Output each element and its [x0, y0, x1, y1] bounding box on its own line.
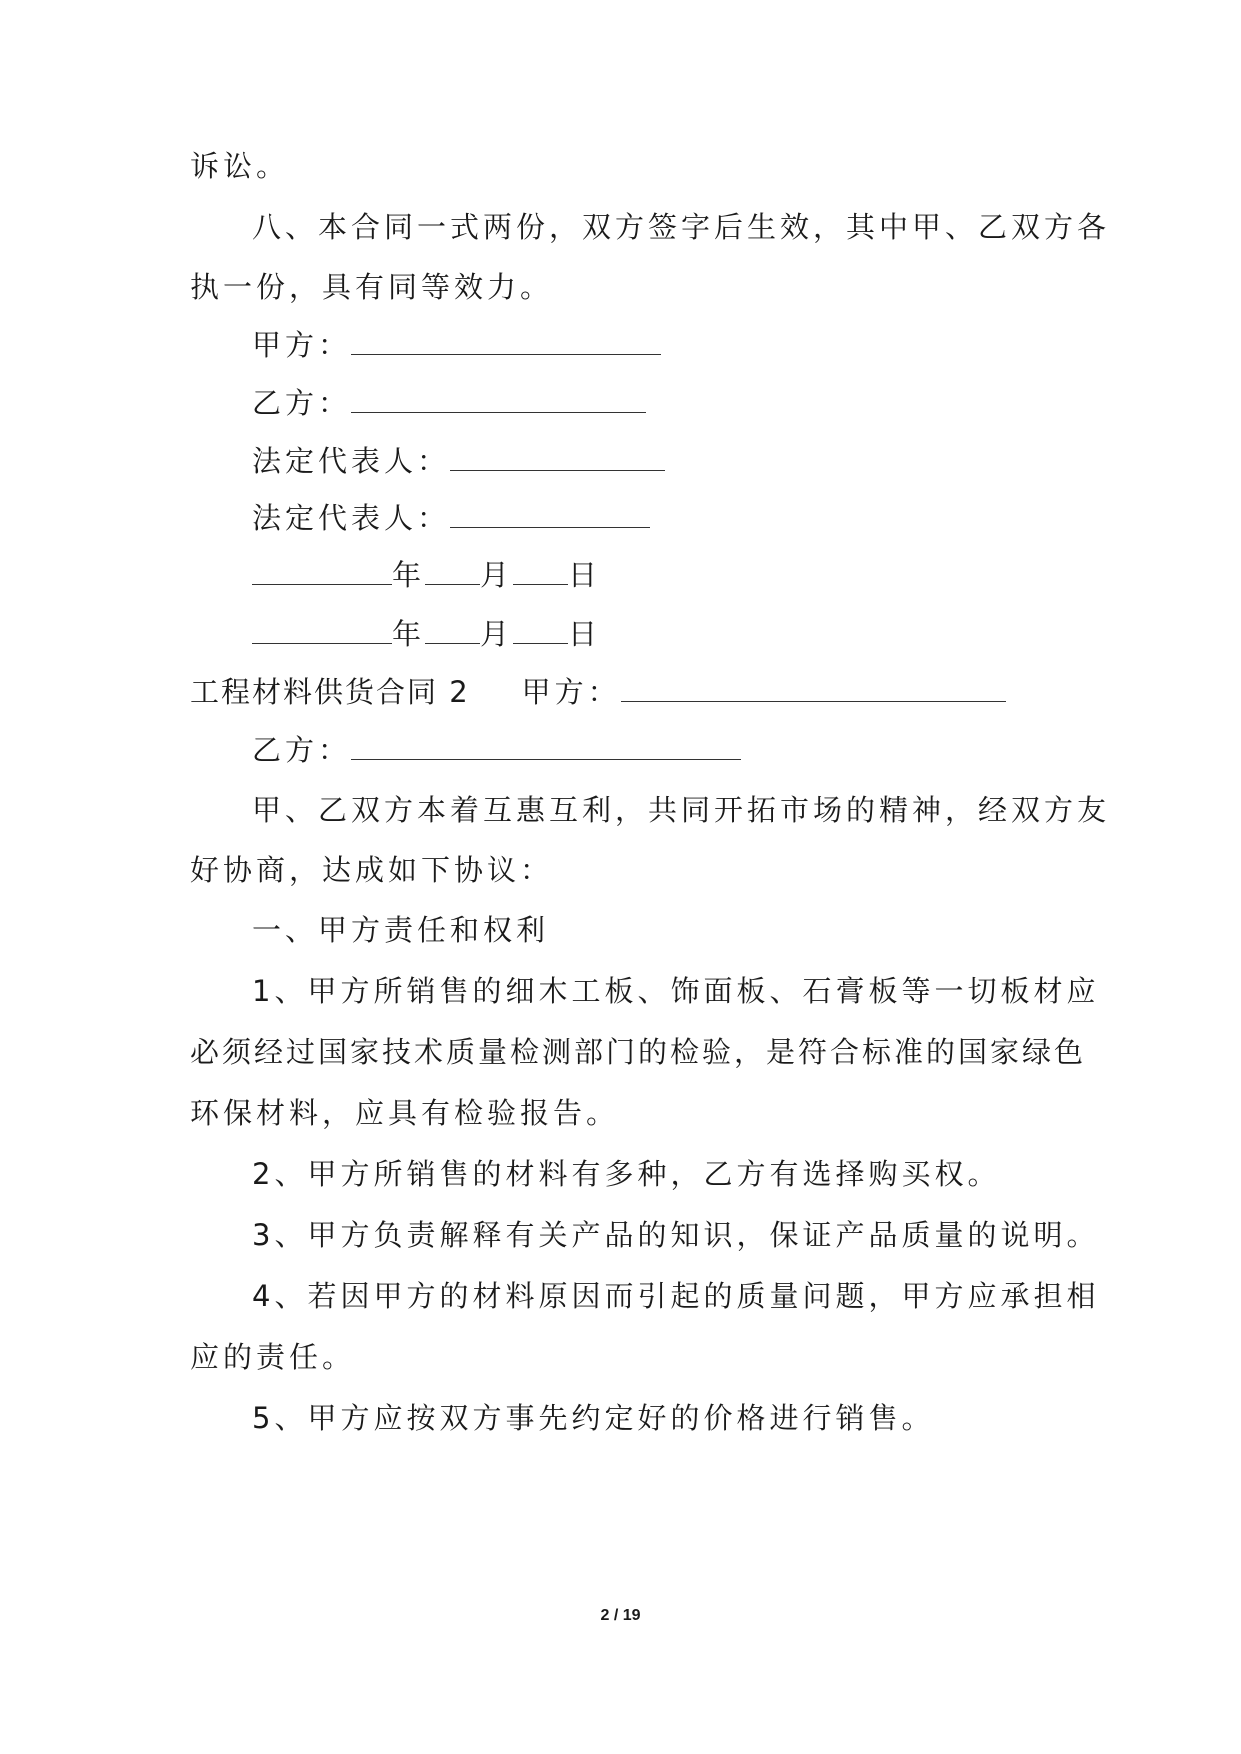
month-label: 月 — [480, 558, 514, 592]
page-number: 2 / 19 — [600, 1607, 641, 1624]
party-a-label: 甲方： — [521, 675, 621, 709]
section-heading: 一、甲方责任和权利 — [252, 913, 550, 947]
paragraph-line: 1、甲方所销售的细木工板、饰面板、石膏板等一切板材应 — [252, 974, 1100, 1008]
legal-rep-label: 法定代表人： — [252, 444, 451, 478]
month-label: 月 — [480, 617, 514, 651]
day-label: 日 — [568, 617, 602, 651]
legal-rep-line — [252, 446, 665, 476]
signature-blank — [450, 503, 650, 528]
paragraph-line: 应的责任。 — [190, 1340, 356, 1374]
party-b-label: 乙方： — [252, 733, 352, 767]
paragraph-line: 5、甲方应按双方事先约定好的价格进行销售。 — [252, 1401, 935, 1435]
day-blank — [513, 619, 568, 644]
paragraph-line: 八、本合同一式两份，双方签字后生效，其中甲、乙双方各 — [252, 210, 1111, 244]
signature-blank — [621, 677, 1006, 702]
party-b-signature-line — [252, 388, 646, 418]
legal-rep-line — [252, 503, 650, 533]
party-a-signature-line — [252, 330, 661, 360]
day-label: 日 — [568, 558, 602, 592]
party-b-signature-line — [252, 735, 741, 765]
paragraph-line: 诉讼。 — [190, 149, 290, 183]
year-blank — [252, 560, 392, 585]
day-blank — [513, 560, 568, 585]
contract-title: 工程材料供货合同 2 — [190, 675, 470, 709]
party-b-label: 乙方： — [252, 386, 352, 420]
paragraph-line: 好协商，达成如下协议： — [190, 853, 554, 887]
legal-rep-label: 法定代表人： — [252, 501, 451, 535]
paragraph-line: 甲、乙双方本着互惠互利，共同开拓市场的精神，经双方友 — [252, 793, 1111, 827]
year-blank — [252, 619, 392, 644]
year-label: 年 — [392, 558, 426, 592]
date-line — [252, 560, 601, 590]
paragraph-line: 环保材料，应具有检验报告。 — [190, 1096, 620, 1130]
contract-heading-line — [190, 677, 1006, 707]
paragraph-line: 2、甲方所销售的材料有多种，乙方有选择购买权。 — [252, 1157, 1001, 1191]
signature-blank — [351, 388, 646, 413]
month-blank — [425, 560, 480, 585]
date-line — [252, 619, 601, 649]
signature-blank — [450, 446, 665, 471]
signature-blank — [351, 735, 741, 760]
month-blank — [425, 619, 480, 644]
paragraph-line: 执一份，具有同等效力。 — [190, 270, 554, 304]
paragraph-line: 3、甲方负责解释有关产品的知识，保证产品质量的说明。 — [252, 1218, 1100, 1252]
year-label: 年 — [392, 617, 426, 651]
paragraph-line: 必须经过国家技术质量检测部门的检验，是符合标准的国家绿色 — [190, 1035, 1087, 1069]
signature-blank — [351, 330, 661, 355]
paragraph-line: 4、若因甲方的材料原因而引起的质量问题，甲方应承担相 — [252, 1279, 1100, 1313]
party-a-label: 甲方： — [252, 328, 352, 362]
